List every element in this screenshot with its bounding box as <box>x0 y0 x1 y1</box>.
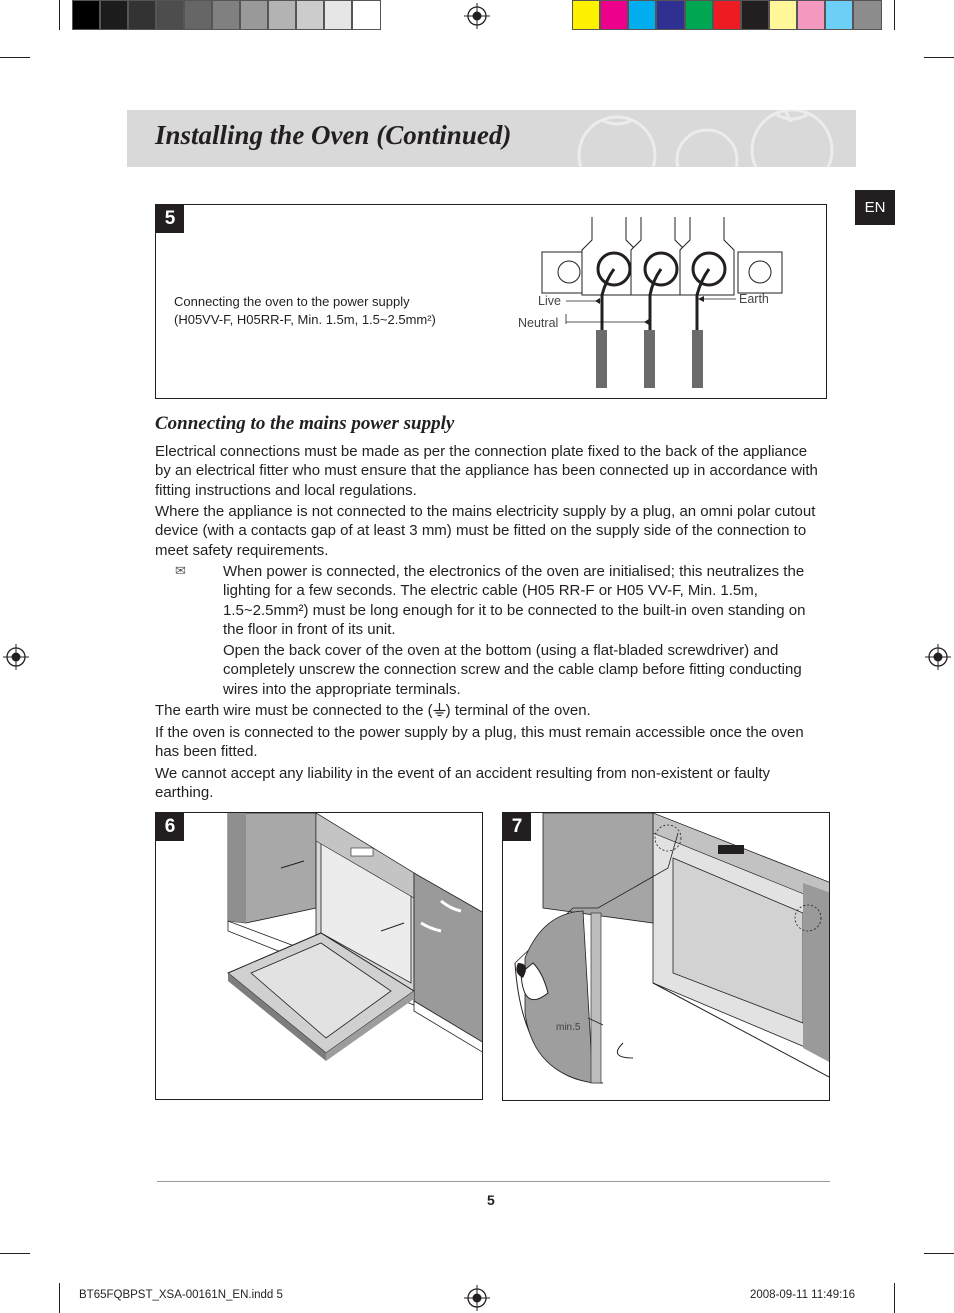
page-title: Installing the Oven (Continued) <box>155 120 512 150</box>
registration-mark-icon <box>463 2 491 30</box>
registration-mark-icon <box>924 643 952 671</box>
crop-mark <box>894 1283 895 1313</box>
paragraph <box>155 442 827 500</box>
color-swatch <box>853 0 882 30</box>
tomato-watermark-icon <box>557 110 856 167</box>
step-badge: 7 <box>503 813 531 841</box>
oven-installation-illustration <box>156 813 483 1100</box>
color-swatch <box>769 0 797 30</box>
earth-paragraph <box>155 701 827 720</box>
header-band <box>127 110 856 167</box>
color-swatch <box>741 0 769 30</box>
color-swatch <box>797 0 825 30</box>
earth-symbol-icon <box>433 703 446 717</box>
figure-5-caption-line2: (H05VV-F, H05RR-F, Min. 1.5m, 1.5~2.5mm²) <box>174 312 436 327</box>
color-swatch <box>240 0 268 30</box>
language-tab: EN <box>855 190 895 225</box>
crop-mark <box>894 0 895 30</box>
paragraph-text: If the oven is connected to the power supply by a plug, this must remain accessible once the oven has been fitted. <box>155 724 804 761</box>
page-number: 5 <box>487 1192 495 1208</box>
paragraph-text: Electrical connections must be made as per the connection plate fixed to the back of the appliance by an electrical fitter who must ensure that the appliance has been connected up in accordance with fitting instructions and local regulations. <box>155 443 818 499</box>
figure-5-caption-line1: Connecting the oven to the power supply <box>174 294 410 309</box>
note-icon: ✉ <box>175 563 186 578</box>
section-heading: Connecting to the mains power supply <box>155 413 455 434</box>
crop-mark <box>0 1253 30 1254</box>
figure-6-panel <box>155 812 483 1100</box>
footer-filename: BT65FQBPST_XSA-00161N_EN.indd 5 <box>79 1289 283 1301</box>
step-badge: 5 <box>156 205 184 233</box>
earth-text-after: ) terminal of the oven. <box>445 702 591 719</box>
color-swatch <box>100 0 128 30</box>
oven-clearance-illustration <box>503 813 830 1101</box>
label-live: Live <box>538 294 561 308</box>
color-swatch <box>156 0 184 30</box>
color-swatch <box>212 0 240 30</box>
crop-mark <box>924 57 954 58</box>
paragraph <box>155 502 827 560</box>
paragraph <box>155 723 827 762</box>
color-swatch <box>72 0 100 30</box>
earth-text-before: The earth wire must be connected to the ( <box>155 702 433 719</box>
registration-mark-icon <box>2 643 30 671</box>
figure-5-panel <box>155 204 827 399</box>
note-text: When power is connected, the electronics of the oven are initialised; this neutralizes the lighting for a few seconds. The electric cable (H05 RR-F or H05 VV-F, Min. 1.5m, 1.5~2.5mm²) must be long enough for it to be connected to the built-in oven standing on the floor in front of its unit. <box>223 563 806 638</box>
label-earth: Earth <box>739 292 769 306</box>
paragraph <box>155 701 827 720</box>
page-rule <box>157 1181 830 1182</box>
paragraph <box>155 764 827 803</box>
color-swatch <box>713 0 741 30</box>
color-swatch <box>656 0 685 30</box>
crop-mark <box>0 57 30 58</box>
label-min-clearance: min.5 <box>556 1022 581 1033</box>
color-swatch <box>825 0 853 30</box>
color-swatch <box>572 0 600 30</box>
color-swatch <box>128 0 156 30</box>
color-swatch <box>184 0 212 30</box>
terminal-block-diagram <box>156 205 827 399</box>
label-neutral: Neutral <box>518 316 559 330</box>
color-swatch <box>324 0 352 30</box>
registration-mark-icon <box>463 1284 491 1312</box>
crop-mark <box>924 1253 954 1254</box>
crop-mark <box>59 0 60 30</box>
color-swatch <box>352 0 381 30</box>
color-swatch <box>296 0 324 30</box>
note-text: Open the back cover of the oven at the bottom (using a flat-bladed screwdriver) and completely unscrew the connection screw and the cable clamp before fitting conducting wires into the appropriate terminals. <box>223 642 802 698</box>
step-badge: 6 <box>156 813 184 841</box>
color-swatch <box>628 0 656 30</box>
color-swatch <box>600 0 628 30</box>
color-swatch <box>268 0 296 30</box>
figure-7-panel <box>502 812 830 1101</box>
color-swatch <box>685 0 713 30</box>
paragraph-text: Where the appliance is not connected to the mains electricity supply by a plug, an omni polar cutout device (with a contacts gap of at least 3 mm) must be fitted on the supply side of the connection to meet safety requirements. <box>155 503 816 559</box>
paragraph-text: We cannot accept any liability in the event of an accident resulting from non-existent or faulty earthing. <box>155 765 771 802</box>
crop-mark <box>59 1283 60 1313</box>
footer-timestamp: 2008-09-11 11:49:16 <box>750 1289 856 1301</box>
